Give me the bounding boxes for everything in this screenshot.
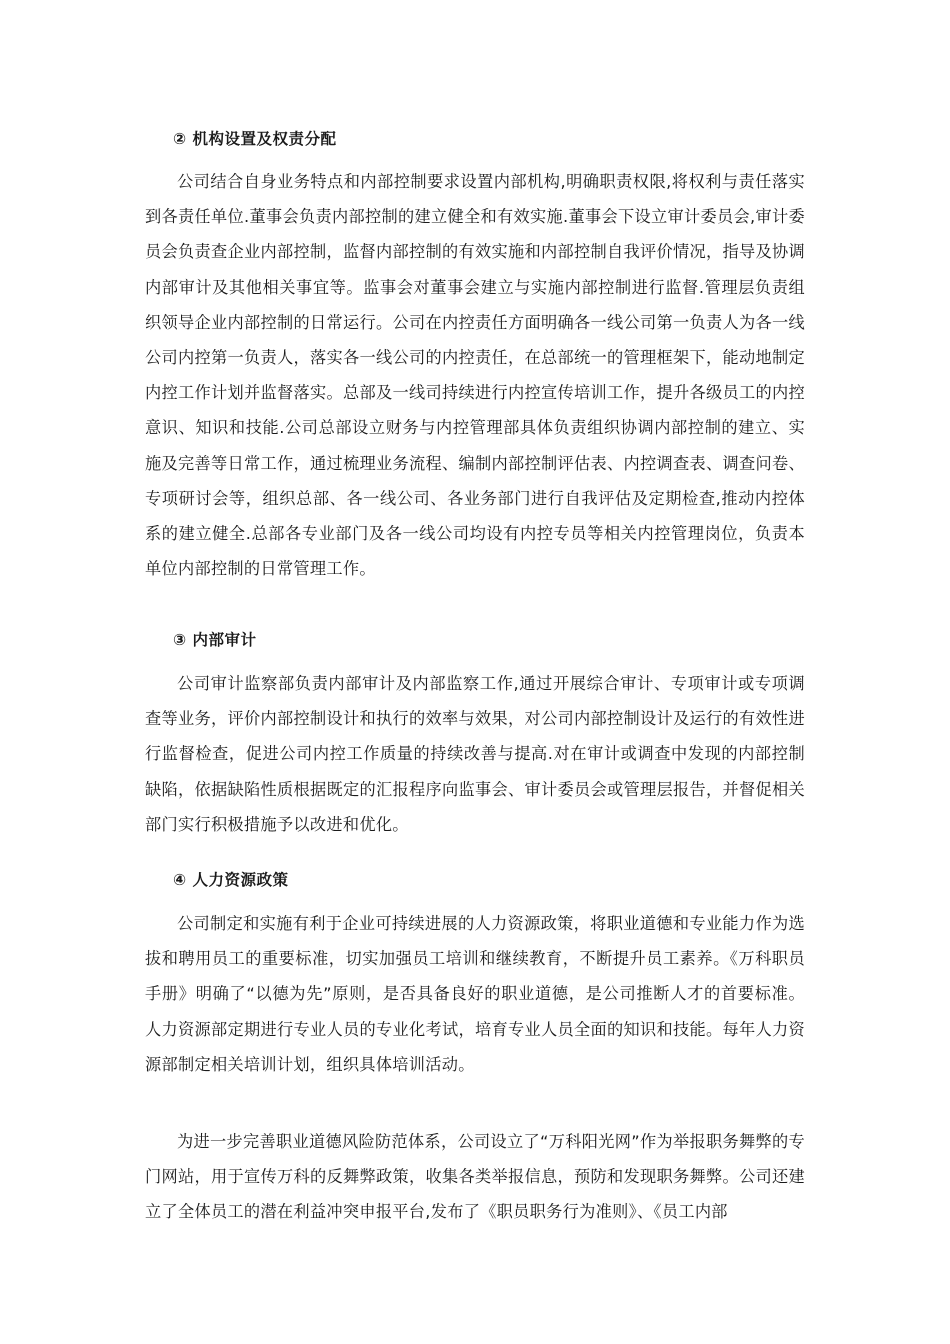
section-heading-org-structure: ② 机构设置及权责分配 — [173, 130, 337, 148]
section-heading-hr-policy: ④ 人力资源政策 — [173, 871, 289, 889]
paragraph-hr-policy: 公司制定和实施有利于企业可持续进展的人力资源政策，将职业道德和专业能力作为选拔和聘用员工的重要标准，切实加强员工培训和继续教育，不断提升员工素养。《万科职员手册》明确了“以德为先”原则，是否具备良好的职业道德，是公司推断人才的首要标准。人力资源部定期进行专业人员的专业化考试，培育专业人员全面的知识和技能。每年人力资源部制定相关培训计划，组织具体培训活动。 — [145, 914, 805, 1074]
paragraph-org-structure: 公司结合自身业务特点和内部控制要求设置内部机构,明确职责权限,将权利与责任落实到各责任单位.董事会负责内部控制的建立健全和有效实施.董事会下设立审计委员会,审计委员会负责查企业内部控制，监督内部控制的有效实施和内部控制自我评价情况，指导及协调内部审计及其他相关事宜等。监事会对董事会建立与实施内部控制进行监督.管理层负责组织领导企业内部控制的日常运行。公司在内控责任方面明确各一线公司第一负责人为各一线公司内控第一负责人，落实各一线公司的内控责任，在总部统一的管理框架下，能动地制定内控工作计划并监督落实。总部及一线司持续进行内控宣传培训工作，提升各级员工的内控意识、知识和技能.公司总部设立财务与内控管理部具体负责组织协调内部控制的建立、实施及完善等日常工作，通过梳理业务流程、编制内部控制评估表、内控调查表、调查问卷、专项研讨会等，组织总部、各一线公司、各业务部门进行自我评估及定期检查,推动内控体系的建立健全.总部各专业部门及各一线公司均设有内控专员等相关内控管理岗位，负责本单位内部控制的日常管理工作。 — [145, 172, 805, 579]
paragraph-internal-audit: 公司审计监察部负责内部审计及内部监察工作,通过开展综合审计、专项审计或专项调查等业务，评价内部控制设计和执行的效率与效果，对公司内部控制设计及运行的有效性进行监督检查，促进公司内控工作质量的持续改善与提高.对在审计或调查中发现的内部控制缺陷，依据缺陷性质根据既定的汇报程序向监事会、审计委员会或管理层报告，并督促相关部门实行积极措施予以改进和优化。 — [145, 674, 805, 834]
section-heading-internal-audit: ③ 内部审计 — [173, 631, 257, 649]
paragraph-anti-fraud: 为进一步完善职业道德风险防范体系，公司设立了“万科阳光网”作为举报职务舞弊的专门网站，用于宣传万科的反舞弊政策，收集各类举报信息，预防和发现职务舞弊。公司还建立了全体员工的潜在利益冲突申报平台,发布了《职员职务行为准则》、《员工内部 — [145, 1132, 805, 1222]
